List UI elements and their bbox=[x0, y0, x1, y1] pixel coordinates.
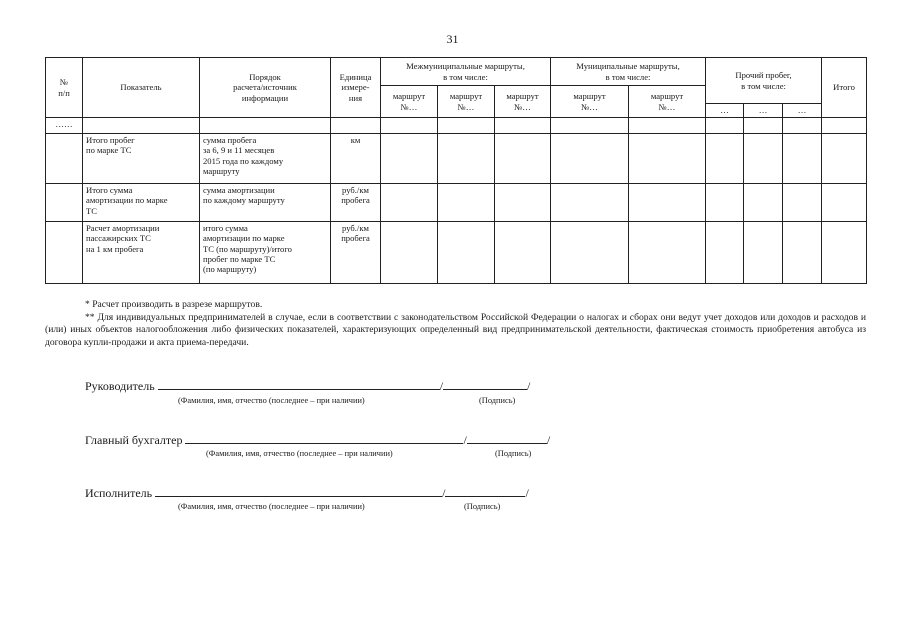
table-row bbox=[46, 184, 867, 222]
signature-caption: (Подпись) bbox=[464, 502, 501, 511]
signature-executor-label: Исполнитель bbox=[85, 486, 153, 500]
header-unit: Единица измере- ния bbox=[331, 58, 381, 118]
header-procedure: Порядок расчета/источник информации bbox=[200, 58, 331, 118]
header-other-item: … bbox=[783, 104, 822, 118]
header-route: маршрут №… bbox=[629, 86, 706, 118]
footnote-1: * Расчет производить в разрезе маршрутов. bbox=[85, 299, 263, 310]
name-caption: (Фамилия, имя, отчество (последнее – при наличии) bbox=[178, 502, 365, 511]
header-route: маршрут №… bbox=[551, 86, 629, 118]
head-signature-line[interactable] bbox=[443, 378, 527, 390]
signature-head-label: Руководитель bbox=[85, 379, 155, 393]
header-intermunicipal: Межмуниципальные маршруты, в том числе: bbox=[381, 58, 551, 86]
header-route: маршрут №… bbox=[438, 86, 495, 118]
row-procedure: сумма амортизации по каждому маршруту bbox=[200, 184, 331, 222]
row-unit: км bbox=[331, 134, 381, 184]
row-unit: руб./км пробега bbox=[331, 222, 381, 284]
table-row bbox=[46, 222, 867, 284]
name-caption: (Фамилия, имя, отчество (последнее – при наличии) bbox=[206, 449, 393, 458]
executor-signature-line[interactable] bbox=[445, 485, 525, 497]
row-unit: руб./км пробега bbox=[331, 184, 381, 222]
signature-caption: (Подпись) bbox=[495, 449, 532, 458]
header-num: № п/п bbox=[46, 58, 83, 118]
header-total: Итого bbox=[822, 58, 867, 118]
row-procedure: итого сумма амортизации по марке ТС (по маршруту)/итого пробег по марке ТС (по маршруту) bbox=[200, 222, 331, 284]
head-name-line[interactable] bbox=[158, 378, 440, 390]
row-procedure: сумма пробега за 6, 9 и 11 месяцев 2015 года по каждому маршруту bbox=[200, 134, 331, 184]
signature-head: Руководитель / / bbox=[85, 379, 531, 393]
footnotes bbox=[45, 299, 866, 350]
header-municipal: Муниципальные маршруты, в том числе: bbox=[551, 58, 706, 86]
signature-caption: (Подпись) bbox=[479, 396, 516, 405]
header-route: маршрут №… bbox=[381, 86, 438, 118]
accountant-signature-line[interactable] bbox=[467, 432, 547, 444]
table-row bbox=[46, 134, 867, 184]
signature-executor: Исполнитель / / bbox=[85, 486, 529, 500]
dots-cell: …… bbox=[46, 118, 83, 134]
signature-accountant-label: Главный бухгалтер bbox=[85, 433, 183, 447]
header-other-item: … bbox=[744, 104, 783, 118]
name-caption: (Фамилия, имя, отчество (последнее – при наличии) bbox=[178, 396, 365, 405]
executor-name-line[interactable] bbox=[155, 485, 442, 497]
row-indicator: Расчет амортизации пассажирских ТС на 1 км пробега bbox=[83, 222, 200, 284]
signature-accountant: Главный бухгалтер / / bbox=[85, 433, 551, 447]
header-route: маршрут №… bbox=[495, 86, 551, 118]
amortization-table bbox=[45, 57, 867, 284]
row-indicator: Итого сумма амортизации по марке ТС bbox=[83, 184, 200, 222]
header-indicator: Показатель bbox=[83, 58, 200, 118]
row-indicator: Итого пробег по марке ТС bbox=[83, 134, 200, 184]
footnote-2: ** Для индивидуальных предпринимателей в случае, если в соответствии с законодательством Российской Федерации о налогах и сборах они ведут учет доходов или доходов и расходов и (или) иных объектов налогообложения либо физических показателей, характеризующих определенный вид предпринимательской деятельности, фактическая стоимость приобретения автобуса из договора купли-продажи и акта приема-передачи. bbox=[45, 311, 866, 348]
header-other-mileage: Прочий пробег, в том числе: bbox=[706, 58, 822, 104]
page-number: 31 bbox=[446, 32, 459, 46]
header-other-item: … bbox=[706, 104, 744, 118]
accountant-name-line[interactable] bbox=[185, 432, 463, 444]
